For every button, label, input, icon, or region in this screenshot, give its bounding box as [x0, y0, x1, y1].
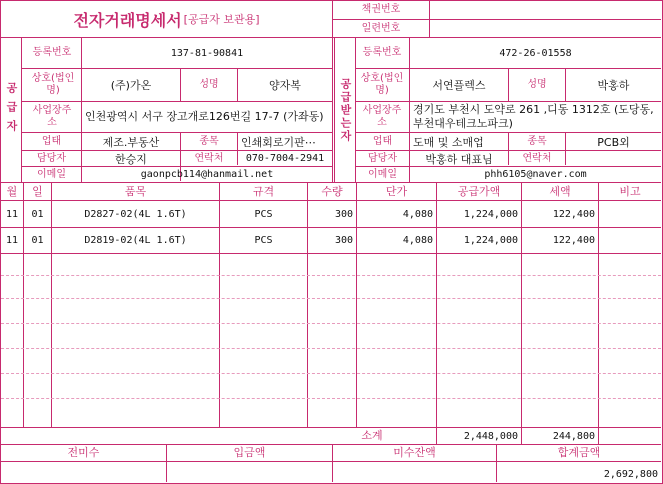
receiver-business-item: PCB외: [597, 135, 630, 149]
table-row-2-unit-price: 4,080: [402, 235, 433, 246]
subtotal-tax: 244,800: [552, 430, 595, 442]
received-value: [167, 462, 332, 482]
title-subtitle: [공급자 보관용]: [183, 13, 260, 26]
receiver-manager-label: 담당자: [368, 152, 397, 164]
receiver-business-item-label: 종목: [527, 135, 547, 147]
supplier-business-type-label: 업태: [41, 135, 62, 147]
col-product-header: 품목: [124, 184, 147, 198]
receiver-email: phh6105@naver.com: [484, 169, 587, 180]
receiver-business-type: 도매 및 소매업: [413, 135, 484, 149]
table-row-2-supply: 1,224,000: [463, 235, 518, 246]
supplier-contact: 070-7004-2941: [245, 153, 325, 164]
supplier-company-label: 상호(법인명): [31, 73, 75, 96]
supplier-email: gaonpcb114@hanmail.net: [140, 169, 274, 180]
table-row-2-month: 11: [5, 235, 19, 246]
book-no-label: 책권번호: [361, 4, 401, 15]
receiver-contact: [566, 151, 661, 166]
receiver-reg-no: 472-26-01558: [499, 47, 572, 59]
balance-value: [333, 462, 496, 482]
receiver-manager: 박홍하 대표님: [425, 152, 493, 166]
receiver-name-label: 성명: [527, 79, 547, 90]
receiver-address: 경기도 부천시 도약로 261 ,디동 1312호 (도당동, 부천대우테크노파크): [413, 103, 654, 130]
supplier-business-type: 제조.부동산: [102, 135, 160, 149]
table-row-1-month: 11: [5, 208, 19, 220]
receiver-name: 박홍하: [597, 79, 630, 92]
table-row-1-qty: 300: [334, 208, 353, 220]
supplier-manager-label: 담당자: [37, 152, 66, 164]
table-row-1-supply: 1,224,000: [463, 208, 518, 220]
supplier-business-item-label: 종목: [199, 135, 219, 147]
table-row-1-unit-price: 4,080: [402, 208, 433, 220]
col-month-header: 월: [6, 184, 18, 198]
col-tax-header: 세액: [549, 184, 571, 198]
receiver-contact-label: 연락처: [522, 152, 552, 164]
receiver-company: 서연플렉스: [432, 79, 486, 92]
table-row-2-qty: 300: [334, 235, 353, 246]
grand-total-label: 합계금액: [557, 446, 601, 459]
col-unit-price-header: 단가: [385, 184, 408, 198]
supplier-email-label: 이메일: [37, 168, 66, 180]
supplier-address-label: 사업장주소: [32, 105, 72, 128]
table-row-2-spec: PCS: [254, 235, 273, 246]
supplier-reg-no-label: 등록번호: [32, 47, 72, 58]
supplier-contact-label: 연락처: [194, 152, 224, 164]
received-label: 입금액: [233, 446, 266, 459]
table-row-1-note: [599, 201, 661, 227]
col-note-header: 비고: [619, 184, 641, 198]
col-day-header: 일: [32, 184, 43, 198]
supplier-address: 인천광역시 서구 장고개로126번길 17-7 (가좌동): [85, 110, 324, 123]
supplier-name-label: 성명: [199, 79, 219, 90]
col-supply-header: 공급가액: [457, 184, 501, 198]
col-qty-header: 수량: [321, 184, 343, 198]
supplier-company: (주)가온: [110, 79, 152, 92]
supplier-side-label: 공급자: [5, 81, 18, 139]
table-row-2-note: [599, 228, 661, 253]
unpaid-value: [1, 462, 166, 482]
subtotal-supply: 2,448,000: [463, 430, 518, 442]
balance-label: 미수잔액: [393, 446, 436, 459]
table-row-2-product: D2819-02(4L 1.6T): [84, 235, 187, 246]
table-row-2-tax: 122,400: [552, 235, 595, 246]
title-text: 전자거래명세서: [73, 10, 182, 30]
receiver-email-label: 이메일: [368, 168, 397, 180]
supplier-manager: 한승지: [115, 152, 147, 166]
receiver-side-label: 공급받는자: [339, 77, 352, 143]
table-row-1-tax: 122,400: [552, 208, 595, 220]
receiver-address-label: 사업장주소: [362, 105, 402, 128]
supplier-business-item: 인쇄회로기판⋯: [241, 135, 316, 149]
supplier-name: 양자복: [269, 79, 301, 92]
subtotal-label: 소계: [361, 429, 383, 442]
table-row-1-product: D2827-02(4L 1.6T): [84, 208, 187, 220]
receiver-reg-no-label: 등록번호: [362, 47, 402, 58]
document-title: [1, 1, 332, 37]
receiver-company-label: 상호(법인명): [360, 73, 404, 96]
supplier-reg-no: 137-81-90841: [170, 47, 244, 59]
table-row-1-spec: PCS: [254, 208, 273, 220]
unpaid-label: 전미수: [67, 446, 100, 459]
col-spec-header: 규격: [252, 184, 275, 198]
table-row-1-day: 01: [31, 208, 44, 220]
receiver-business-type-label: 업태: [372, 135, 393, 147]
table-row-2-day: 01: [31, 235, 44, 246]
grand-total-value: 2,692,800: [603, 469, 658, 480]
serial-no-label: 일련번호: [361, 22, 401, 34]
